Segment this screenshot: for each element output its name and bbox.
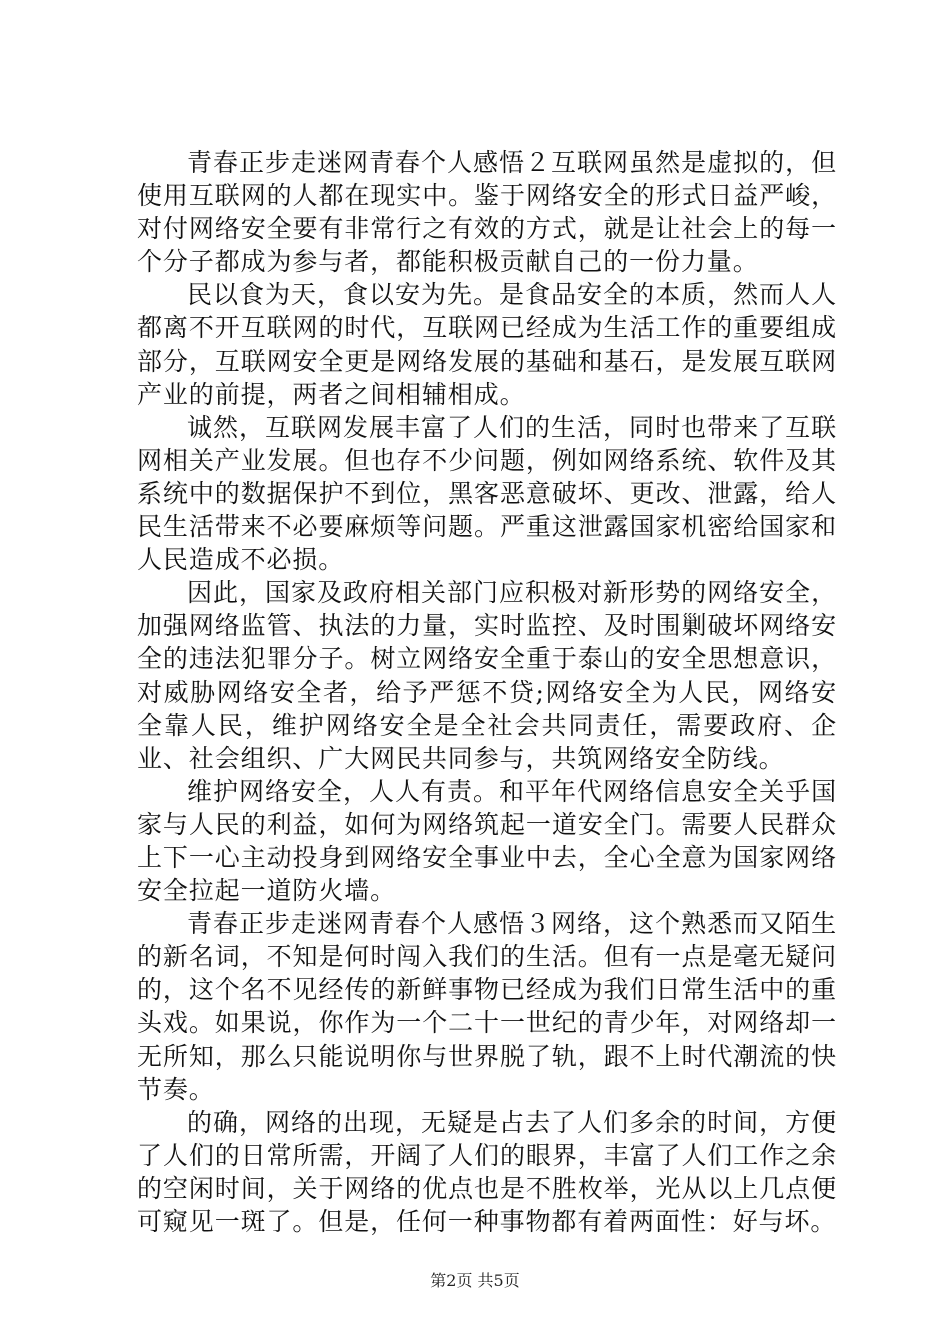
page-number-footer: 第2页 共5页 — [430, 1271, 520, 1290]
paragraph-5: 维护网络安全，人人有责。和平年代网络信息安全关乎国家与人民的利益，如何为网络筑起一道安全门。需要人民群众上下一心主动投身到网络安全事业中去，全心全意为国家网络安全拉起一道防火墙。 — [137, 776, 837, 906]
paragraph-7: 的确，网络的出现，无疑是占去了人们多余的时间，方便了人们的日常所需，开阔了人们的眼界，丰富了人们工作之余的空闲时间，关于网络的优点也是不胜枚举，光从以上几点便可窥见一斑了。但是，任何一种事物都有着两面性：好与坏。 — [137, 1107, 837, 1236]
paragraph-4: 因此，国家及政府相关部门应积极对新形势的网络安全，加强网络监管、执法的力量，实时监控、及时围剿破坏网络安全的违法犯罪分子。树立网络安全重于泰山的安全思想意识，对威胁网络安全者，给予严惩不贷;网络安全为人民，网络安全靠人民，维护网络安全是全社会共同责任，需要政府、企业、社会组织、广大网民共同参与，共筑网络安全防线。 — [137, 578, 837, 773]
paragraph-1: 青春正步走迷网青春个人感悟２互联网虽然是虚拟的，但使用互联网的人都在现实中。鉴于网络安全的形式日益严峻，对付网络安全要有非常行之有效的方式，就是让社会上的每一个分子都成为参与者，都能积极贡献自己的一份力量。 — [137, 148, 837, 277]
document-body — [137, 146, 837, 1238]
paragraph-6: 青春正步走迷网青春个人感悟３网络，这个熟悉而又陌生的新名词，不知是何时闯入我们的生活。但有一点是毫无疑问的，这个名不见经传的新鲜事物已经成为我们日常生活中的重头戏。如果说，你作为一个二十一世纪的青少年，对网络却一无所知，那么只能说明你与世界脱了轨，跟不上时代潮流的快节奏。 — [137, 909, 837, 1104]
paragraph-3: 诚然，互联网发展丰富了人们的生活，同时也带来了互联网相关产业发展。但也存不少问题，例如网络系统、软件及其系统中的数据保护不到位，黑客恶意破坏、更改、泄露，给人民生活带来不必要麻烦等问题。严重这泄露国家机密给国家和人民造成不必损。 — [137, 412, 837, 575]
paragraph-2: 民以食为天，食以安为先。是食品安全的本质，然而人人都离不开互联网的时代，互联网已经成为生活工作的重要组成部分，互联网安全更是网络发展的基础和基石，是发展互联网产业的前提，两者之间相辅相成。 — [137, 280, 837, 409]
